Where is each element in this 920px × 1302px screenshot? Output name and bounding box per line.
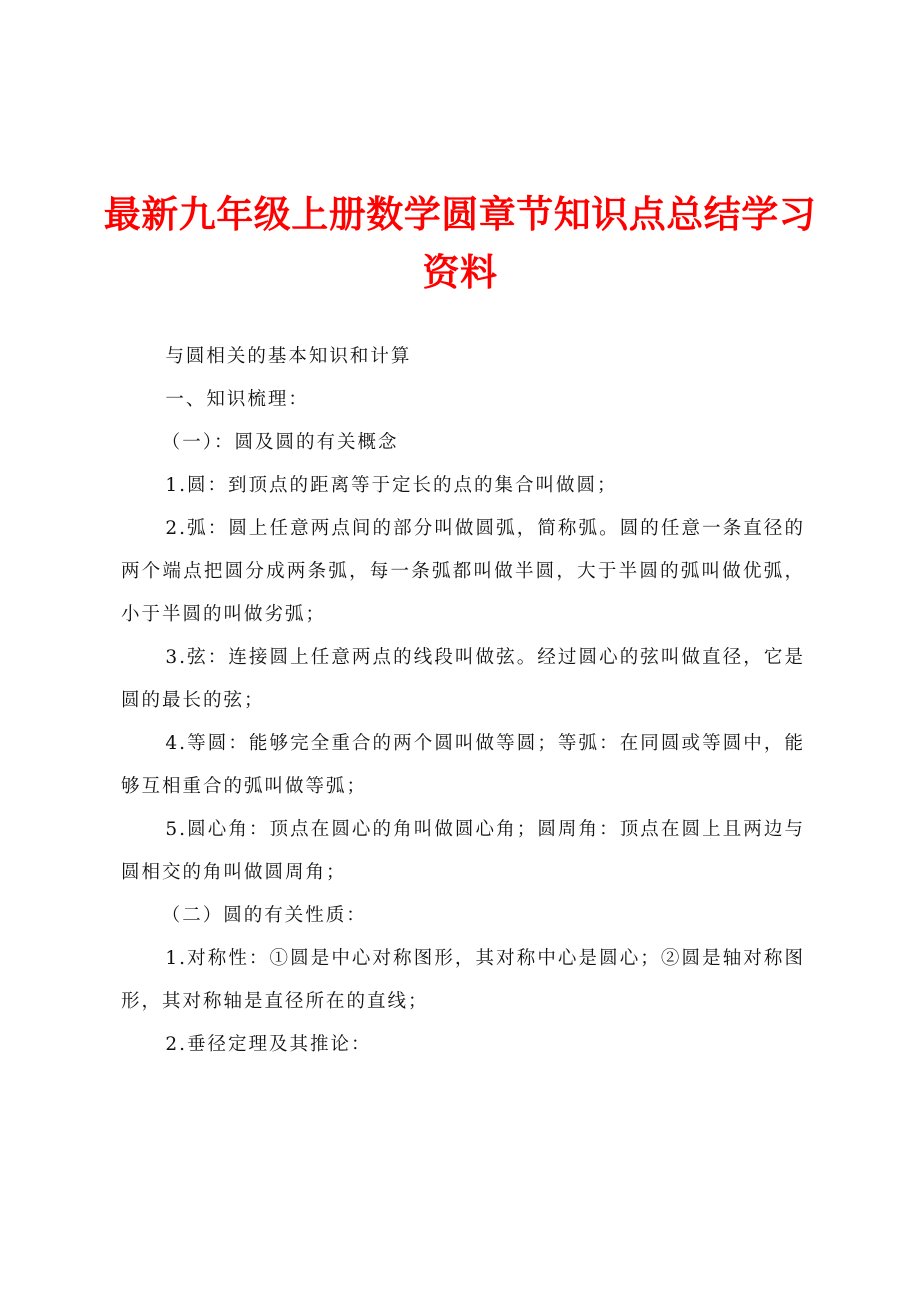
document-title: 最新九年级上册数学圆章节知识点总结学习资料 [103, 193, 817, 294]
paragraph-knowledge-heading: 一、知识梳理： [165, 389, 309, 410]
paragraph-subsection-1: （一）：圆及圆的有关概念 [161, 432, 399, 453]
paragraph-central-angle-definition: 5.圆心角：顶点在圆心的角叫做圆心角；圆周角：顶点在圆上且两边与圆相交的角叫做圆周角； [121, 819, 805, 883]
document-body [121, 335, 805, 1066]
paragraph-symmetry: 1.对称性：①圆是中心对称图形，其对称中心是圆心；②圆是轴对称图形，其对称轴是直径所在的直线； [121, 948, 805, 1012]
paragraph-circle-definition: 1.圆：到顶点的距离等于定长的点的集合叫做圆； [165, 475, 618, 496]
paragraph-subsection-2: （二）圆的有关性质： [161, 905, 367, 926]
paragraph-perpendicular-diameter: 2.垂径定理及其推论： [165, 1034, 372, 1055]
paragraph-equal-circle-definition: 4.等圆：能够完全重合的两个圆叫做等圆；等弧：在同圆或等圆中，能够互相重合的弧叫做等弧； [121, 733, 805, 797]
paragraph-chord-definition: 3.弦：连接圆上任意两点的线段叫做弦。经过圆心的弦叫做直径，它是圆的最长的弦； [121, 647, 805, 711]
paragraph-arc-definition: 2.弧：圆上任意两点间的部分叫做圆弧，简称弧。圆的任意一条直径的两个端点把圆分成两条弧，每一条弧都叫做半圆，大于半圆的弧叫做优弧，小于半圆的叫做劣弧； [121, 518, 805, 625]
paragraph-section-heading: 与圆相关的基本知识和计算 [165, 346, 412, 367]
